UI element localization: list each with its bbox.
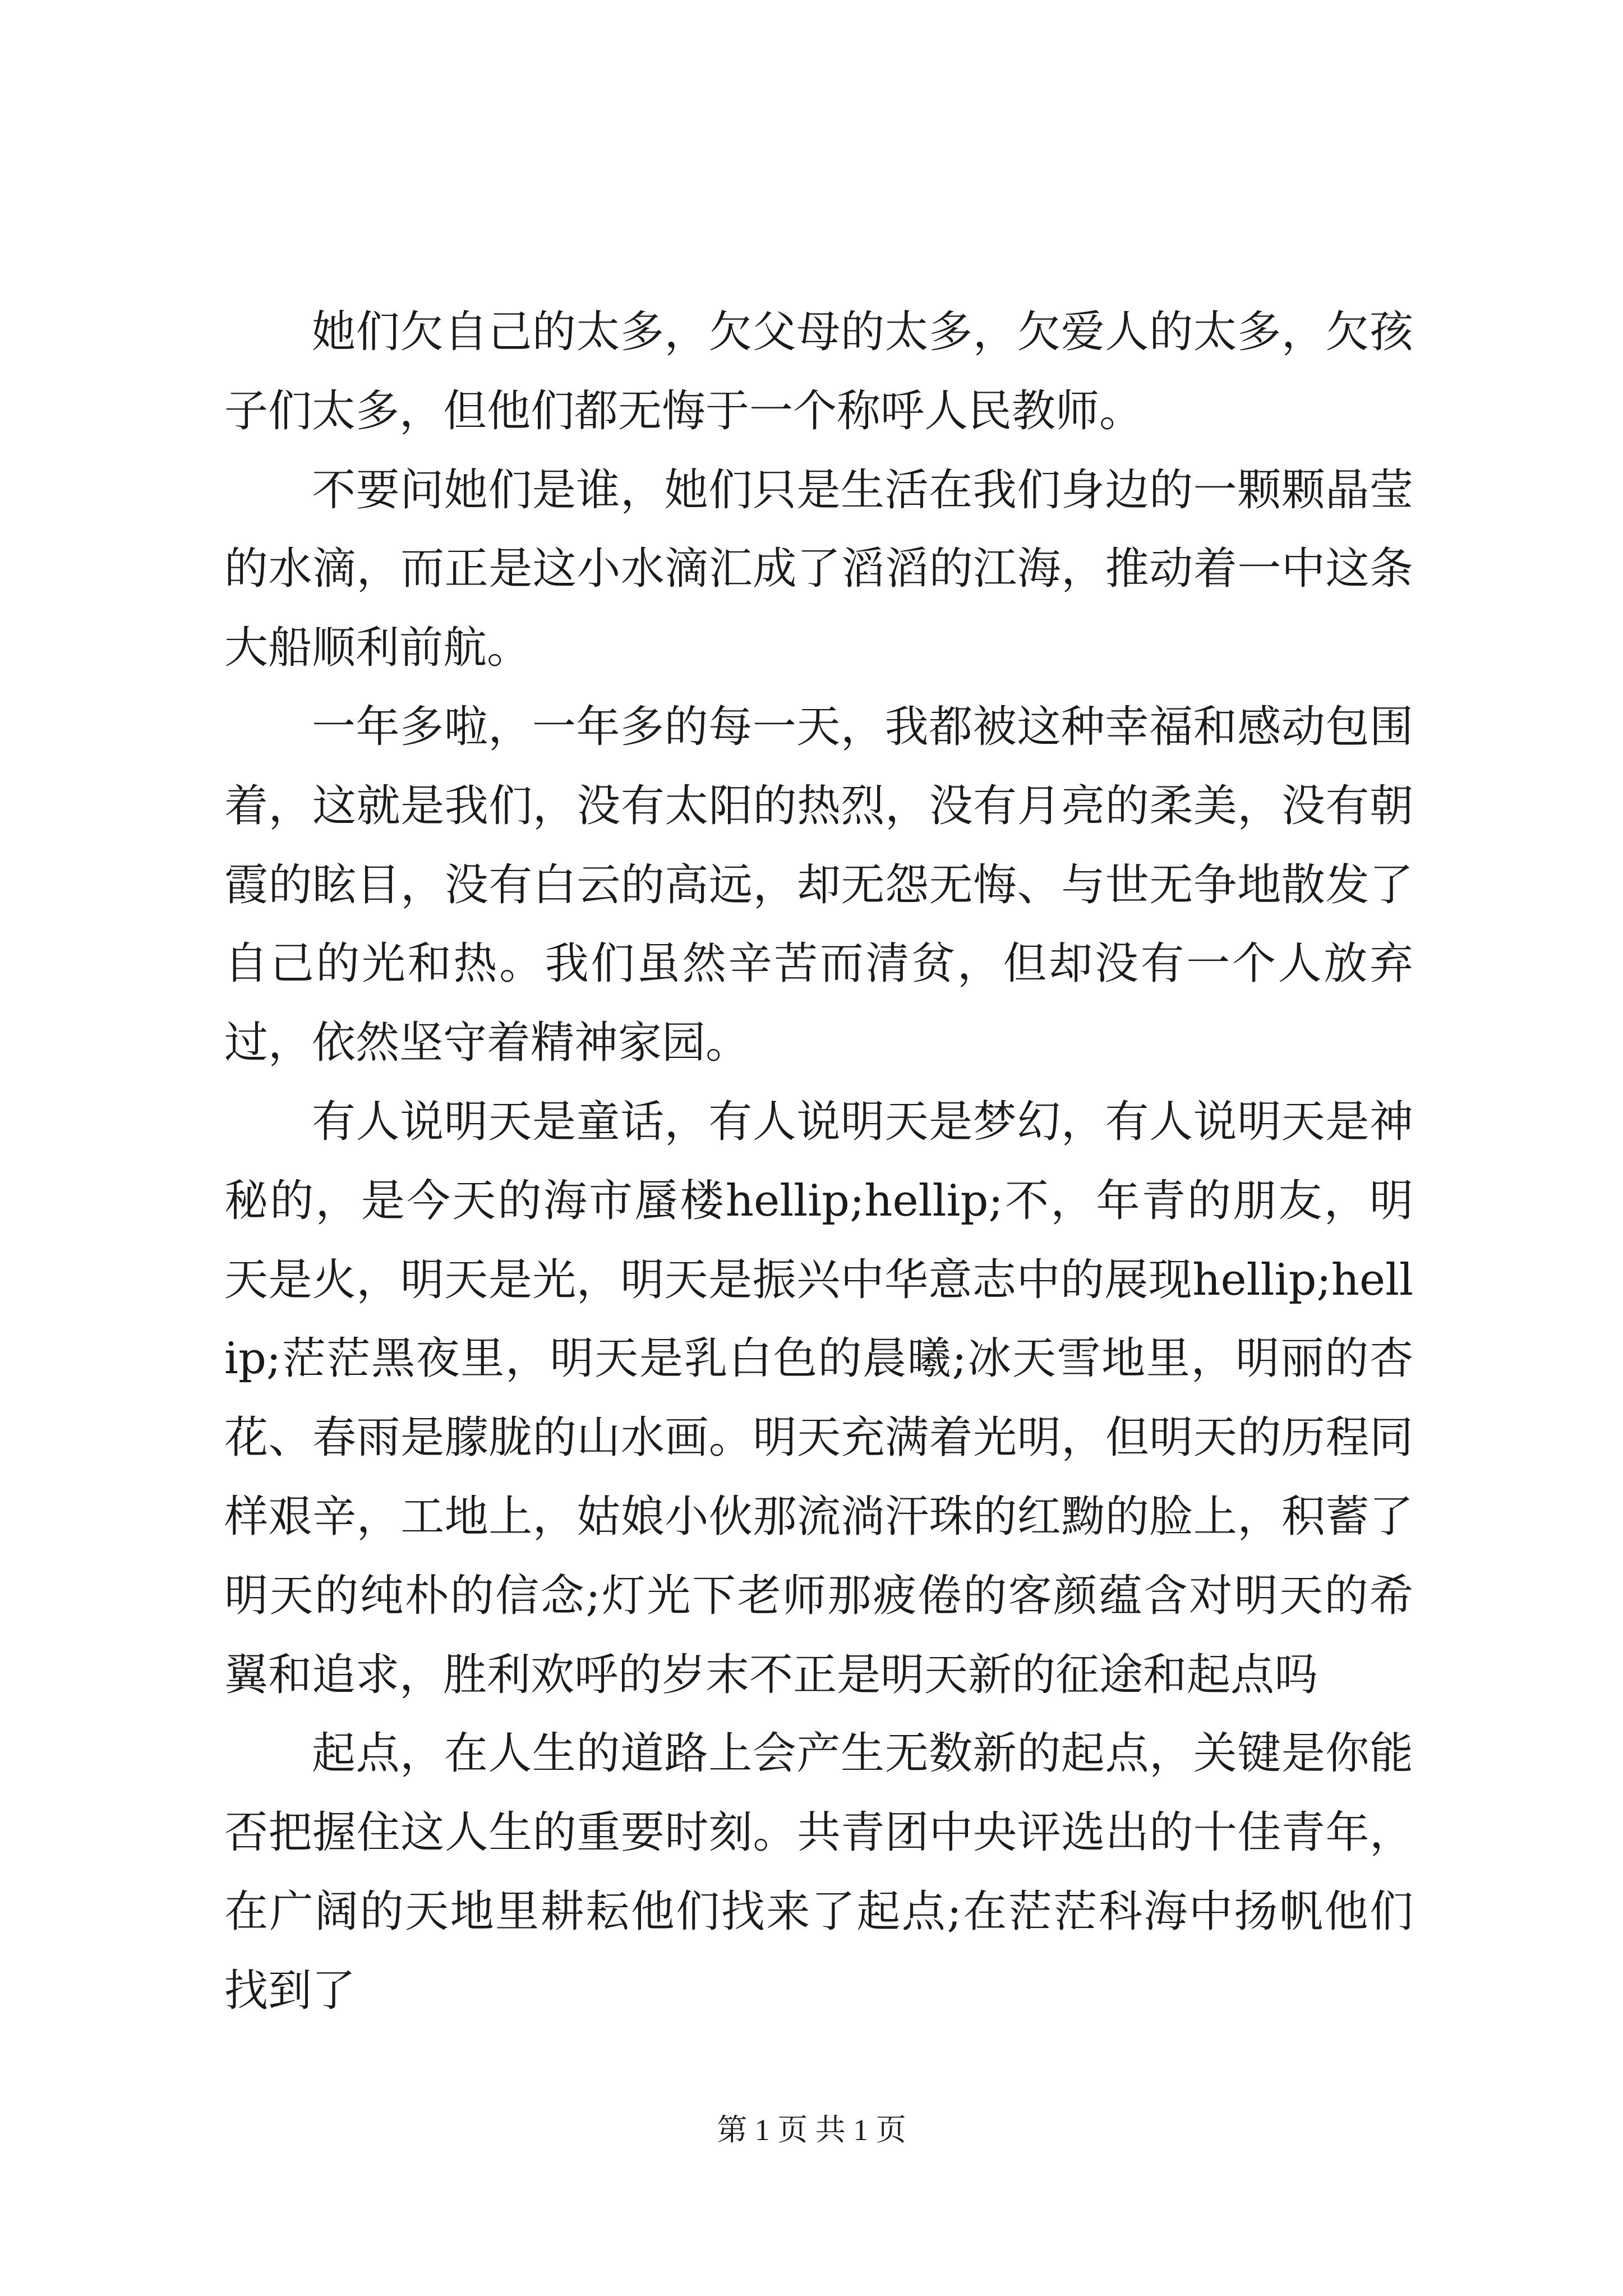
paragraph: 一年多啦，一年多的每一天，我都被这种幸福和感动包围着，这就是我们，没有太阳的热烈，没有月亮的柔美，没有朝霞的眩目，没有白云的高远，却无怨无悔、与世无争地散发了自己的光和热。我们虽然辛苦而清贫，但却没有一个人放弃过，依然坚守着精神家园。 bbox=[224, 701, 1413, 1069]
paragraph: 起点，在人生的道路上会产生无数新的起点，关键是你能否把握住这人生的重要时刻。共青团中央评选出的十佳青年，在广阔的天地里耕耘他们找来了起点;在茫茫科海中扬帆他们找到了 bbox=[224, 1728, 1413, 2016]
paragraph: 不要问她们是谁，她们只是生活在我们身边的一颗颗晶莹的水滴，而正是这小水滴汇成了滔滔的江海，推动着一中这条大船顺利前航。 bbox=[224, 464, 1413, 674]
document-body bbox=[224, 293, 1413, 2031]
paragraph: 有人说明天是童话，有人说明天是梦幻，有人说明天是神秘的，是今天的海市蜃楼hellip;hellip;不，年青的朋友，明天是火，明天是光，明天是振兴中华意志中的展现hellip;hellip;茫茫黑夜里，明天是乳白色的晨曦;冰天雪地里，明丽的杏花、春雨是朦胧的山水画。明天充满着光明，但明天的历程同样艰辛，工地上，姑娘小伙那流淌汗珠的红黝的脸上，积蓄了明天的纯朴的信念;灯光下老师那疲倦的客颜蕴含对明天的希翼和追求，胜利欢呼的岁末不正是明天新的征途和起点吗 bbox=[224, 1096, 1413, 1700]
page-footer: 第 1 页 共 1 页 bbox=[717, 2113, 906, 2147]
paragraph: 她们欠自己的太多，欠父母的太多，欠爱人的太多，欠孩子们太多，但他们都无悔于一个称呼人民教师。 bbox=[224, 307, 1413, 436]
